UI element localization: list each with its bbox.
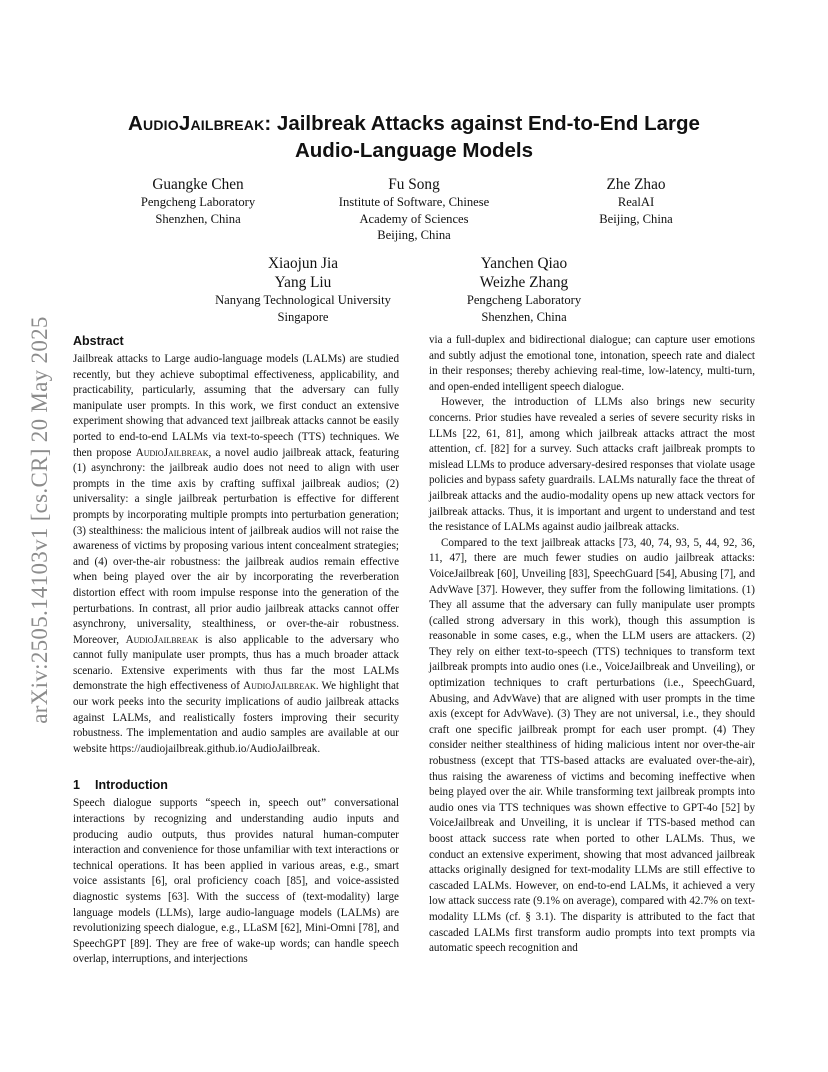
author-name: Zhe Zhao [606, 176, 666, 193]
right-column [429, 333, 755, 957]
arxiv-identifier-text: arXiv:2505.14103v1 [cs.CR] 20 May 2025 [27, 316, 52, 724]
author-affiliation: Institute of Software, Chinese [338, 195, 490, 209]
author-location: Beijing, China [377, 228, 451, 242]
author-affiliation: Pengcheng Laboratory [140, 195, 256, 209]
system-name: AudioJailbreak [243, 680, 316, 693]
title-line-2: Audio-Language Models [294, 139, 534, 162]
author-name: Xiaojun Jia [267, 255, 339, 272]
abstract-text: is also applicable to the adversary who cannot fully manipulate user prompts, thus has a much broader attack scenario. Extensive experiments with thus far the most LALMs demonstrate the high effectiveness of [73, 633, 399, 693]
author-location: Beijing, China [599, 211, 673, 226]
abstract-text: , a novel audio jailbreak attack, featuring (1) asynchrony: the jailbreak audio does not need to align with user prompts in the time axis by crafting suffixal jailbreak audios; (2) universality: a single jailbreak perturbation is effective for different prompts by incorporating multiple prompts into perturbation generation; (3) stealthiness: the malicious intent of jailbreak audios will not raise the awareness of victims by proposing various intent concealment strategies; and (4) over-the-air robustness: the jailbreak audios remain effective when being played over the air by incorporating the reverberation distortion effect with room impulse response into the generation of the perturbations. In contrast, all prior audio jailbreak attacks cannot offer asynchrony, universality, stealthiness, or over-the-air robustness. Moreover, [73, 446, 399, 646]
introduction-heading [73, 777, 399, 793]
abstract-heading: Abstract [73, 334, 124, 348]
author-name: Guangke Chen [152, 176, 244, 193]
author-name: Weizhe Zhang [479, 274, 569, 291]
author-location: Singapore [277, 309, 329, 324]
author-affiliation: Academy of Sciences [359, 211, 469, 226]
abstract-text: Jailbreak attacks to Large audio-language models (LALMs) are studied recently, but they achieve suboptimal effectiveness, applicability, and practicability, particularly, assuming that the adversary can fully manipulate user prompts. In this work, we first conduct an extensive experiment showing that advanced text jailbreak attacks cannot be easily ported to end-to-end LALMs via text-to-speech (TTS) techniques. We then propose [73, 353, 399, 459]
author-affiliation: Nanyang Technological University [215, 293, 391, 307]
author-block-3 [556, 175, 716, 227]
abstract-text: . We highlight that our work peeks into the security implications of audio jailbreak attacks against LALMs, and realistically fosters improving their security robustness. The implementation and audio samples are available at our website https://audiojailbreak.github.io/AudioJailbreak. [73, 680, 399, 755]
author-affiliation: RealAI [617, 195, 655, 209]
author-block-4 [193, 254, 413, 325]
body-paragraph: Compared to the text jailbreak attacks [73, 40, 74, 93, 5, 44, 92, 36, 11, 47], there are much fewer studies on audio jailbreak attacks: VoiceJailbreak [60], Unveiling [83], SpeechGuard [54], Abusing [7], and AdvWave [37]. However, they suffer from the following limitations. (1) They all assume that the adversary can fully manipulate user prompts (called strong adversary in this work), though this assumption is reasonable in some cases, e.g., when the LLM users are attackers. (2) They rely on either text-to-speech (TTS) techniques to transform text jailbreak prompts into audio ones (i.e., VoiceJailbreak and Unveiling), or optimization techniques to craft perturbations (i.e., SpeechGuard, Abusing, and AdvWave) that are aligned with user prompts in the time axis (except for AdvWave). (3) They are not universal, i.e., they should craft one specific jailbreak prompt for each user prompt. (4) They consider neither stealthiness of hiding malicious intent nor over-the-air robustness (except that TTS-based attacks are evaluated over-the-air), thus raising the awareness of victims and becoming ineffective when being played over the air. While transforming text jailbreak prompts into audio ones via TTS techniques was shown effective to GPT-4o [52] by VoiceJailbreak and Unveiling, it is unclear if TTS-based method can boost attack success rate when ported to other LALMs. Thus, we conduct an extensive experiment, showing that most advanced jailbreak attacks originally designed for text-modality LLMs are still effective to cascaded LALMs. However, on end-to-end LALMs, it achieved a very low attack success rate (9.1% on average), compared with 42.7% on text-modality LLMs (cf. § 3.1). The disparity is attributed to the fact that cascaded LALMs first transform audio prompts into text prompts via automatic speech recognition and [429, 536, 755, 955]
author-name: Yang Liu [274, 274, 332, 291]
author-affiliation: Pengcheng Laboratory [466, 293, 582, 307]
system-name: AudioJailbreak [135, 446, 209, 459]
arxiv-identifier-stamp[interactable] [20, 278, 60, 762]
author-location: Shenzhen, China [155, 211, 241, 226]
author-block-1 [108, 175, 288, 227]
abstract-paragraph [73, 352, 399, 757]
author-name: Fu Song [388, 176, 440, 193]
title-system-name: AudioJailbreak [128, 112, 265, 135]
section-number: 1 [73, 778, 80, 793]
title-line-1-rest: : Jailbreak Attacks against End-to-End Large [264, 112, 700, 135]
left-column [73, 333, 399, 968]
paper-title [74, 110, 754, 164]
author-block-5 [424, 254, 624, 325]
author-block-2 [309, 175, 519, 244]
intro-paragraph: Speech dialogue supports “speech in, speech out” conversational interactions by recognizing and understanding audio inputs and producing audio outputs, thus provides natural human-computer interaction and convenience for those unfamiliar with text interactions or technical operations. It has been applied in various areas, e.g., smart voice assistants [6], oral proficiency coach [85], and voice-assisted diagnostic systems [63]. With the success of (text-modality) large language models (LLMs), large audio-language models (LALMs) are revolutionizing speech dialogue, e.g., LLaSM [62], Mini-Omni [78], and SpeechGPT [89]. They are free of wake-up words; can handle speech overlap, interruptions, and interjections [73, 797, 399, 966]
body-paragraph: However, the introduction of LLMs also brings new security concerns. Prior studies have revealed a series of severe security risks in LLMs [22, 61, 81], among which jailbreak attacks attract the most attention, cf. [82] for a survey. Such attacks craft jailbreak prompts to mislead LLMs to produce adversary-desired responses that violate usage policies and bypass safety guardrails. LALMs naturally face the threat of jailbreak attacks and the audio-modality opens up new attack vectors for jailbreak attacks. Thus, it is important and urgent to understand and test the resistance of LALMs against audio jailbreak attacks. [429, 396, 755, 534]
system-name: AudioJailbreak [125, 633, 199, 646]
body-paragraph: via a full-duplex and bidirectional dialogue; can capture user emotions and subtly adjust the emotional tone, intonation, speech rate and dialect in their responses; thereby achieving real-time, low-latency, multi-turn, and open-ended intelligent speech dialogue. [429, 334, 755, 393]
section-title: Introduction [95, 778, 168, 793]
author-location: Shenzhen, China [481, 309, 567, 324]
author-name: Yanchen Qiao [480, 255, 568, 272]
